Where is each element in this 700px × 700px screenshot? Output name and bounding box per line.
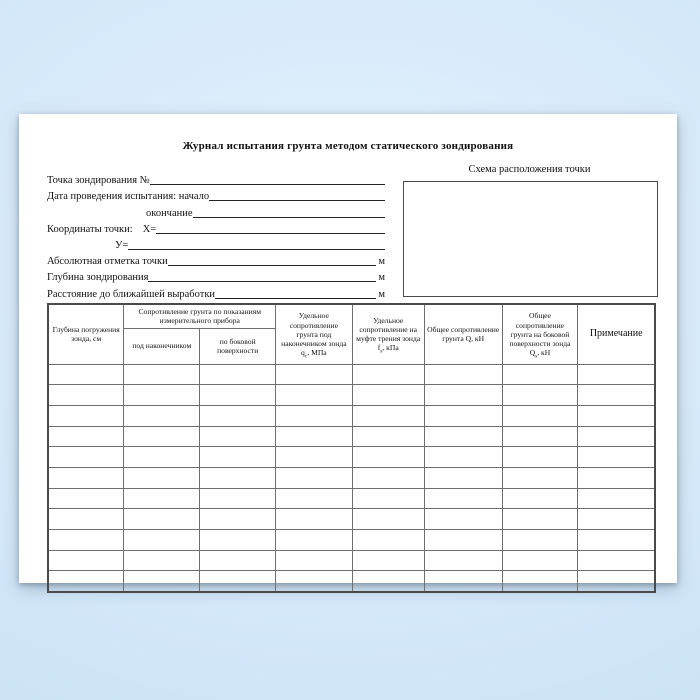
table-cell <box>502 550 578 571</box>
table-cell <box>578 364 655 385</box>
table-cell <box>352 405 424 426</box>
table-cell <box>124 509 200 530</box>
fill-line <box>150 181 385 185</box>
table-cell <box>502 571 578 592</box>
subscript: s <box>535 353 538 360</box>
table-cell <box>200 385 276 406</box>
table-cell <box>200 426 276 447</box>
table-cell <box>200 447 276 468</box>
unit-label: м <box>378 288 385 300</box>
table-cell <box>48 385 124 406</box>
table-cell <box>578 447 655 468</box>
table-cell <box>424 364 502 385</box>
table-cell <box>352 550 424 571</box>
header-total-side <box>502 304 578 364</box>
table-cell <box>502 488 578 509</box>
field-label: Х= <box>142 223 157 235</box>
table-cell <box>124 550 200 571</box>
table-cell <box>124 426 200 447</box>
table-cell <box>124 447 200 468</box>
table-row <box>48 467 655 488</box>
table-cell <box>200 509 276 530</box>
table-cell <box>424 385 502 406</box>
table-cell <box>578 385 655 406</box>
field-label: окончание <box>146 207 193 219</box>
table-cell <box>124 467 200 488</box>
header-specific-tip <box>276 304 352 364</box>
table-cell <box>200 571 276 592</box>
table-cell <box>352 509 424 530</box>
table-cell <box>352 364 424 385</box>
table-cell <box>352 385 424 406</box>
table-cell <box>424 509 502 530</box>
header-text: Удельное сопротивление грунта под наконечником зонда q <box>281 311 347 357</box>
table-cell <box>124 571 200 592</box>
table-cell <box>352 447 424 468</box>
field-sounding-depth <box>47 267 385 283</box>
table-row <box>48 405 655 426</box>
document-page <box>19 114 677 583</box>
table-cell <box>424 488 502 509</box>
table-cell <box>200 488 276 509</box>
header-friction <box>352 304 424 364</box>
table-cell <box>352 488 424 509</box>
table-cell <box>48 426 124 447</box>
table-cell <box>502 467 578 488</box>
table-cell <box>578 488 655 509</box>
table-row <box>48 426 655 447</box>
table-cell <box>578 530 655 551</box>
table-cell <box>276 426 352 447</box>
schema-box <box>403 181 658 297</box>
unit-label: м <box>378 256 385 268</box>
header-note: Примечание <box>578 304 655 364</box>
table-cell <box>578 405 655 426</box>
fill-line <box>128 246 385 250</box>
fill-line <box>193 214 385 218</box>
field-coord-y <box>47 235 385 251</box>
sounding-table <box>47 303 656 593</box>
table-cell <box>276 405 352 426</box>
table-cell <box>200 364 276 385</box>
subscript: s <box>380 348 383 355</box>
field-coord-x <box>47 219 385 235</box>
table-cell <box>424 426 502 447</box>
table-cell <box>352 571 424 592</box>
table-cell <box>48 571 124 592</box>
table-cell <box>200 467 276 488</box>
schema-title: Схема расположения точки <box>468 164 591 175</box>
header-side-surface: по боковой поверхности <box>200 328 276 364</box>
fill-line <box>156 230 385 234</box>
table-cell <box>200 405 276 426</box>
table-cell <box>424 467 502 488</box>
table-cell <box>502 447 578 468</box>
header-total: Общее сопротивление грунта Q, кН <box>424 304 502 364</box>
field-label: Глубина зондирования <box>47 272 149 284</box>
field-label: У= <box>115 239 129 251</box>
table-cell <box>578 426 655 447</box>
table-cell <box>578 550 655 571</box>
header-text: Общее сопротивление грунта на боковой поверхности зонда Q <box>509 311 571 357</box>
table-cell <box>424 530 502 551</box>
field-label: Абсолютная отметка точки <box>47 256 168 268</box>
table-cell <box>578 571 655 592</box>
table-cell <box>352 426 424 447</box>
table-cell <box>276 364 352 385</box>
table-cell <box>502 405 578 426</box>
table-cell <box>276 571 352 592</box>
table-cell <box>424 405 502 426</box>
fill-line <box>209 197 385 201</box>
table-cell <box>424 550 502 571</box>
header-text: Удельное сопротивление на муфте трения зонда f <box>356 316 421 353</box>
table-row <box>48 364 655 385</box>
table-cell <box>502 509 578 530</box>
table-cell <box>48 530 124 551</box>
table-cell <box>124 530 200 551</box>
header-under-tip: под наконечником <box>124 328 200 364</box>
table-cell <box>502 426 578 447</box>
table-row <box>48 530 655 551</box>
field-date-end <box>47 202 385 218</box>
field-label: Дата проведения испытания: начало <box>47 191 210 203</box>
table-cell <box>200 530 276 551</box>
table-cell <box>276 447 352 468</box>
table-cell <box>48 447 124 468</box>
form-fields <box>47 170 385 300</box>
table-cell <box>276 467 352 488</box>
table-cell <box>48 467 124 488</box>
table-cell <box>276 530 352 551</box>
table-cell <box>352 530 424 551</box>
table-cell <box>48 509 124 530</box>
table-cell <box>578 467 655 488</box>
field-date-start <box>47 186 385 202</box>
table-cell <box>124 488 200 509</box>
table-row <box>48 488 655 509</box>
table-row <box>48 447 655 468</box>
field-absolute-mark <box>47 251 385 267</box>
table-cell <box>352 467 424 488</box>
table-body <box>48 364 655 592</box>
table-cell <box>276 385 352 406</box>
field-distance <box>47 283 385 299</box>
field-label: Координаты точки: <box>47 223 133 235</box>
table-cell <box>276 550 352 571</box>
table-cell <box>124 364 200 385</box>
table-cell <box>48 364 124 385</box>
header-depth: Глубина погружения зонда, см <box>48 304 124 364</box>
table-row <box>48 385 655 406</box>
table-cell <box>48 405 124 426</box>
table-cell <box>578 509 655 530</box>
subscript: с <box>304 353 308 360</box>
header-row-1 <box>48 304 655 328</box>
table-cell <box>276 488 352 509</box>
field-point-number <box>47 170 385 186</box>
table-row <box>48 571 655 592</box>
table-cell <box>124 385 200 406</box>
fill-line <box>168 262 377 266</box>
page-title: Журнал испытания грунта методом статического зондирования <box>182 140 514 152</box>
table-row <box>48 509 655 530</box>
header-unit: , МПа <box>307 347 327 357</box>
table-cell <box>424 447 502 468</box>
table-cell <box>502 530 578 551</box>
header-resistance-group: Сопротивление грунта по показаниям измерительного прибора <box>124 304 276 328</box>
unit-label: м <box>378 272 385 284</box>
table-cell <box>502 385 578 406</box>
field-label: Расстояние до ближайшей выработки <box>47 288 216 300</box>
table-cell <box>424 571 502 592</box>
table-cell <box>124 405 200 426</box>
fill-line <box>215 295 376 299</box>
field-label: Точка зондирования № <box>47 175 150 187</box>
table-cell <box>200 550 276 571</box>
table-row <box>48 550 655 571</box>
fill-line <box>148 278 376 282</box>
table-cell <box>502 364 578 385</box>
header-unit: , кН <box>537 347 551 357</box>
table-cell <box>48 488 124 509</box>
table-cell <box>48 550 124 571</box>
table-cell <box>276 509 352 530</box>
header-unit: , кПа <box>382 343 399 353</box>
table-header <box>48 304 655 364</box>
